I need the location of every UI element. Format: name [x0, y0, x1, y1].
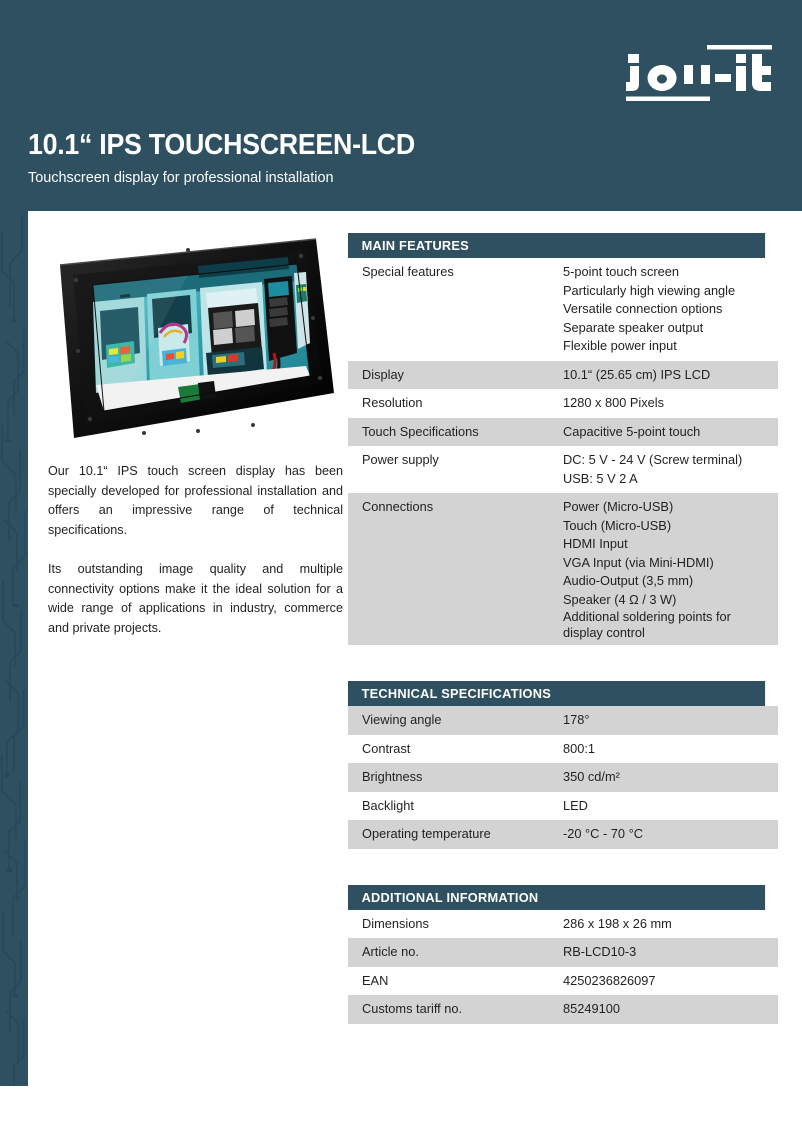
- table-heading: TECHNICAL SPECIFICATIONS: [348, 681, 765, 706]
- table-heading: MAIN FEATURES: [348, 233, 765, 258]
- table-heading: ADDITIONAL INFORMATION: [348, 885, 765, 910]
- row-label: Brightness: [362, 769, 423, 784]
- spec-table: [348, 233, 778, 645]
- spec-table: [348, 681, 778, 849]
- row-label: Contrast: [362, 740, 411, 756]
- row-value: [563, 1000, 778, 1019]
- row-value-line: Separate speaker output: [563, 319, 704, 335]
- row-label: Backlight: [362, 797, 414, 813]
- row-value-line: USB: 5 V 2 A: [563, 470, 638, 486]
- row-label: EAN: [362, 972, 389, 988]
- table-row: [348, 938, 778, 967]
- joy-it-logo-icon: [625, 44, 773, 102]
- row-value: [563, 711, 778, 730]
- row-value-line: HDMI Input: [563, 536, 628, 551]
- row-label: Viewing angle: [362, 712, 442, 727]
- product-photo: [48, 233, 343, 448]
- joy-it-logo: [625, 44, 773, 102]
- product-description: [48, 462, 343, 638]
- row-value-line: Touch (Micro-USB): [563, 517, 672, 533]
- table-row: [348, 706, 778, 735]
- row-value-line: LED: [563, 797, 588, 813]
- table-row: [348, 792, 778, 821]
- specification-tables: [348, 233, 778, 1024]
- table-row: [348, 493, 778, 645]
- row-value: [563, 972, 778, 991]
- table-row: [348, 446, 778, 493]
- table-row: [348, 258, 778, 361]
- row-label: Power supply: [362, 452, 439, 467]
- row-value: [563, 423, 778, 442]
- spec-table: [348, 885, 778, 1024]
- row-value-line: 178°: [563, 712, 590, 727]
- row-value-line: 1280 x 800 Pixels: [563, 395, 665, 410]
- row-value: [563, 943, 778, 962]
- table-row: [348, 967, 778, 996]
- row-value-line: Versatile connection options: [563, 301, 723, 316]
- row-value: [563, 366, 778, 385]
- page-subtitle: Touchscreen display for professional installation: [28, 168, 334, 186]
- row-value: [563, 451, 778, 488]
- row-value-line: VGA Input (via Mini-HDMI): [563, 554, 714, 570]
- row-value-line: Audio-Output (3,5 mm): [563, 573, 694, 588]
- row-value-line: Capacitive 5-point touch: [563, 423, 701, 439]
- content-panel: [28, 211, 802, 1134]
- row-value-line: 800:1: [563, 740, 596, 756]
- table-row: [348, 418, 778, 447]
- row-label: Special features: [362, 264, 454, 279]
- row-label: Dimensions: [362, 915, 429, 931]
- table-row: [348, 820, 778, 849]
- row-value: [563, 915, 778, 934]
- table-row: [348, 910, 778, 939]
- row-value-line: Power (Micro-USB): [563, 499, 674, 514]
- description-paragraph-1: Our 10.1“ IPS touch screen display has been specially developed for professional installation and offers an impressive range of technical specifications.: [48, 464, 343, 537]
- row-label: Display: [362, 366, 404, 382]
- row-value-line: Particularly high viewing angle: [563, 282, 736, 298]
- product-photo-illustration: [48, 233, 343, 448]
- row-value: [563, 797, 778, 816]
- row-value-line: 286 x 198 x 26 mm: [563, 915, 672, 931]
- table-row: [348, 763, 778, 792]
- row-value-line: -20 °C - 70 °C: [563, 826, 643, 841]
- table-row: [348, 389, 778, 418]
- row-label: Article no.: [362, 944, 419, 959]
- row-value: [563, 263, 778, 356]
- description-paragraph-2: Its outstanding image quality and multiple connectivity options make it the ideal solution for a wide range of applications in industry, commerce and private projects.: [48, 561, 343, 635]
- row-label: Resolution: [362, 395, 423, 410]
- row-value-line: 10.1“ (25.65 cm) IPS LCD: [563, 366, 711, 382]
- row-value: [563, 740, 778, 759]
- row-value-line: RB-LCD10-3: [563, 944, 637, 959]
- table-row: [348, 995, 778, 1024]
- left-accent-strip: [0, 211, 28, 1086]
- circuit-trace-pattern: [0, 211, 28, 1086]
- row-label: Customs tariff no.: [362, 1001, 463, 1016]
- row-label: Touch Specifications: [362, 423, 479, 439]
- row-value: [563, 825, 778, 844]
- row-value-line: 5-point touch screen: [563, 264, 679, 279]
- row-value-line: 4250236826097: [563, 972, 656, 988]
- row-value-line: DC: 5 V - 24 V (Screw terminal): [563, 452, 743, 467]
- row-value-line: 350 cd/m²: [563, 769, 620, 784]
- table-row: [348, 735, 778, 764]
- row-label: Operating temperature: [362, 826, 491, 841]
- row-value: [563, 768, 778, 787]
- row-value: [563, 394, 778, 413]
- row-label: Connections: [362, 499, 434, 514]
- row-value-line: Additional soldering points for display control: [563, 609, 731, 640]
- row-value-line: 85249100: [563, 1001, 620, 1016]
- row-value-line: Speaker (4 Ω / 3 W): [563, 591, 677, 607]
- title-block: [28, 131, 440, 185]
- page-title: 10.1“ IPS TOUCHSCREEN-LCD: [28, 129, 415, 161]
- row-value-line: Flexible power input: [563, 338, 677, 353]
- table-row: [348, 361, 778, 390]
- row-value: [563, 498, 778, 640]
- left-column: [48, 233, 343, 638]
